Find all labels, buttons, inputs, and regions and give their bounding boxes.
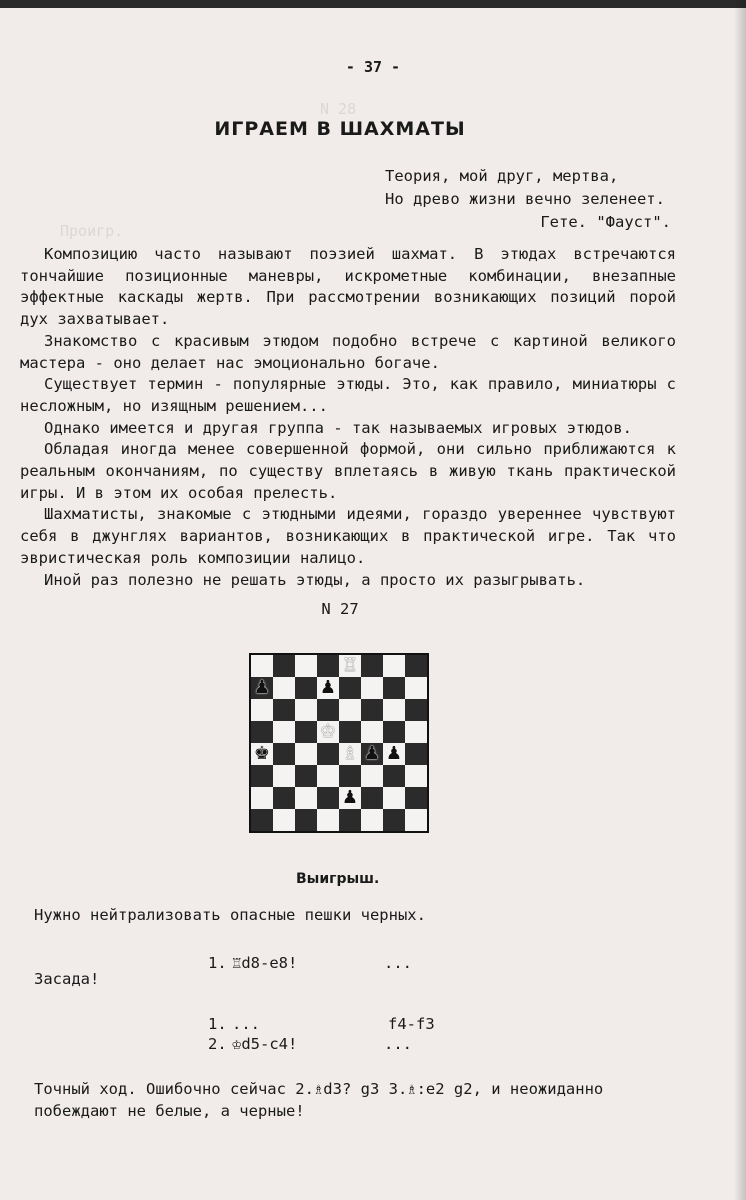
epigraph-line: Но древо жизни вечно зеленеет. [385,190,665,208]
chess-piece-black-a4-icon: ♚ [253,743,271,764]
board-square [405,721,427,743]
chess-piece-black-a7-icon: ♟ [253,677,271,698]
board-square [295,787,317,809]
bleed-through-text: Проигр. [60,222,124,240]
chess-piece-white-e4-icon: ♗ [341,743,359,764]
move-white: ♔d5-c4! [232,1035,298,1053]
board-square [251,765,273,787]
board-square [361,655,383,677]
board-square [339,677,361,699]
problem-number: N 27 [321,600,359,618]
board-square [273,765,295,787]
paragraph: Существует термин - популярные этюды. Это, как правило, миниатюры с несложным, но изящным решением... [20,375,676,415]
board-square [251,721,273,743]
board-square [317,787,339,809]
epigraph [385,165,685,234]
paragraph: Обладая иногда менее совершенной формой, они сильно приближаются к реальным окончаниям, по существу вплетаясь в живую ткань практической игры. И в этом их особая прелесть. [20,440,676,502]
board-square [273,721,295,743]
board-square [295,721,317,743]
board-square [317,699,339,721]
board-square [295,809,317,831]
board-square [361,765,383,787]
scan-top-edge [0,0,746,8]
board-square [251,809,273,831]
board-square [295,765,317,787]
board-square [339,765,361,787]
chess-board [249,653,429,833]
board-square [273,787,295,809]
board-square [405,677,427,699]
problem-verdict: Выигрыш. [296,871,380,887]
board-square [273,677,295,699]
scan-right-edge [734,0,746,1200]
board-square [273,743,295,765]
move-black: ... [384,954,412,972]
move-white: ♖d8-e8! [232,954,298,972]
board-square [317,655,339,677]
board-square [273,699,295,721]
board-square [383,765,405,787]
chess-piece-black-d7-icon: ♟ [319,677,337,698]
chess-piece-black-f4-icon: ♟ [363,743,381,764]
epigraph-source: Гете. "Фауст". [540,213,671,231]
board-square [405,787,427,809]
board-square [405,809,427,831]
move-number: 2. [208,1035,227,1053]
board-square [339,721,361,743]
board-square [405,699,427,721]
board-square [295,699,317,721]
board-square [383,699,405,721]
board-square [361,787,383,809]
move-number: 1. [208,1015,227,1033]
paragraph: Иной раз полезно не решать этюды, а просто их разыгрывать. [44,570,586,589]
board-square [339,809,361,831]
board-square [361,699,383,721]
board-square [317,743,339,765]
bleed-through-text: N 28 [320,100,357,118]
solution-intro: Нужно нейтрализовать опасные пешки черных. [34,906,426,924]
board-square [251,787,273,809]
paragraph: Знакомство с красивым этюдом подобно встрече с картиной великого мастера - оно делает нас эмоционально богаче. [20,331,676,372]
board-square [383,677,405,699]
move-number: 1. [208,954,227,972]
board-square [405,655,427,677]
move-white: ... [232,1015,260,1033]
board-square [295,743,317,765]
board-square [405,743,427,765]
move-black: f4-f3 [388,1015,435,1033]
board-square [361,721,383,743]
chess-piece-white-d5-icon: ♔ [319,721,337,742]
board-square [251,655,273,677]
page-title: ИГРАЕМ В ШАХМАТЫ [214,118,466,140]
chess-piece-white-e8-icon: ♖ [341,655,359,676]
move-black: ... [384,1035,412,1053]
board-square [361,677,383,699]
chess-piece-black-g4-icon: ♟ [385,743,403,764]
paragraph: Шахматисты, знакомые с этюдными идеями, гораздо увереннее чувствуют себя в джунглях вариантов, возникающих в практической игре. Так что эвристическая роль композиции налицо. [20,505,676,567]
chess-piece-black-e2-icon: ♟ [341,787,359,808]
epigraph-line: Теория, мой друг, мертва, [385,167,619,185]
board-square [405,765,427,787]
board-square [251,699,273,721]
article-body [20,244,676,591]
board-square [339,699,361,721]
board-square [295,655,317,677]
page-number: - 37 - [345,58,401,76]
board-square [383,721,405,743]
paragraph: Однако имеется и другая группа - так называемых игровых этюдов. [44,418,632,437]
board-square [317,765,339,787]
paragraph: Композицию часто называют поэзией шахмат. В этюдах встречаются тончайшие позиционные маневры, искрометные комбинации, внезапные эффектные каскады жертв. При рассмотрении возникающих позиций порой дух захватывает. [20,245,676,329]
board-square [317,809,339,831]
board-square [361,809,383,831]
board-square [273,655,295,677]
board-square [383,787,405,809]
board-square [273,809,295,831]
board-square [383,809,405,831]
board-square [295,677,317,699]
solution-note: Точный ход. Ошибочно сейчас 2.♗d3? g3 3.♗:e2 g2, и неожиданно побеждают не белые, а черные! [34,1080,604,1120]
board-square [383,655,405,677]
move-comment: Засада! [34,970,100,988]
